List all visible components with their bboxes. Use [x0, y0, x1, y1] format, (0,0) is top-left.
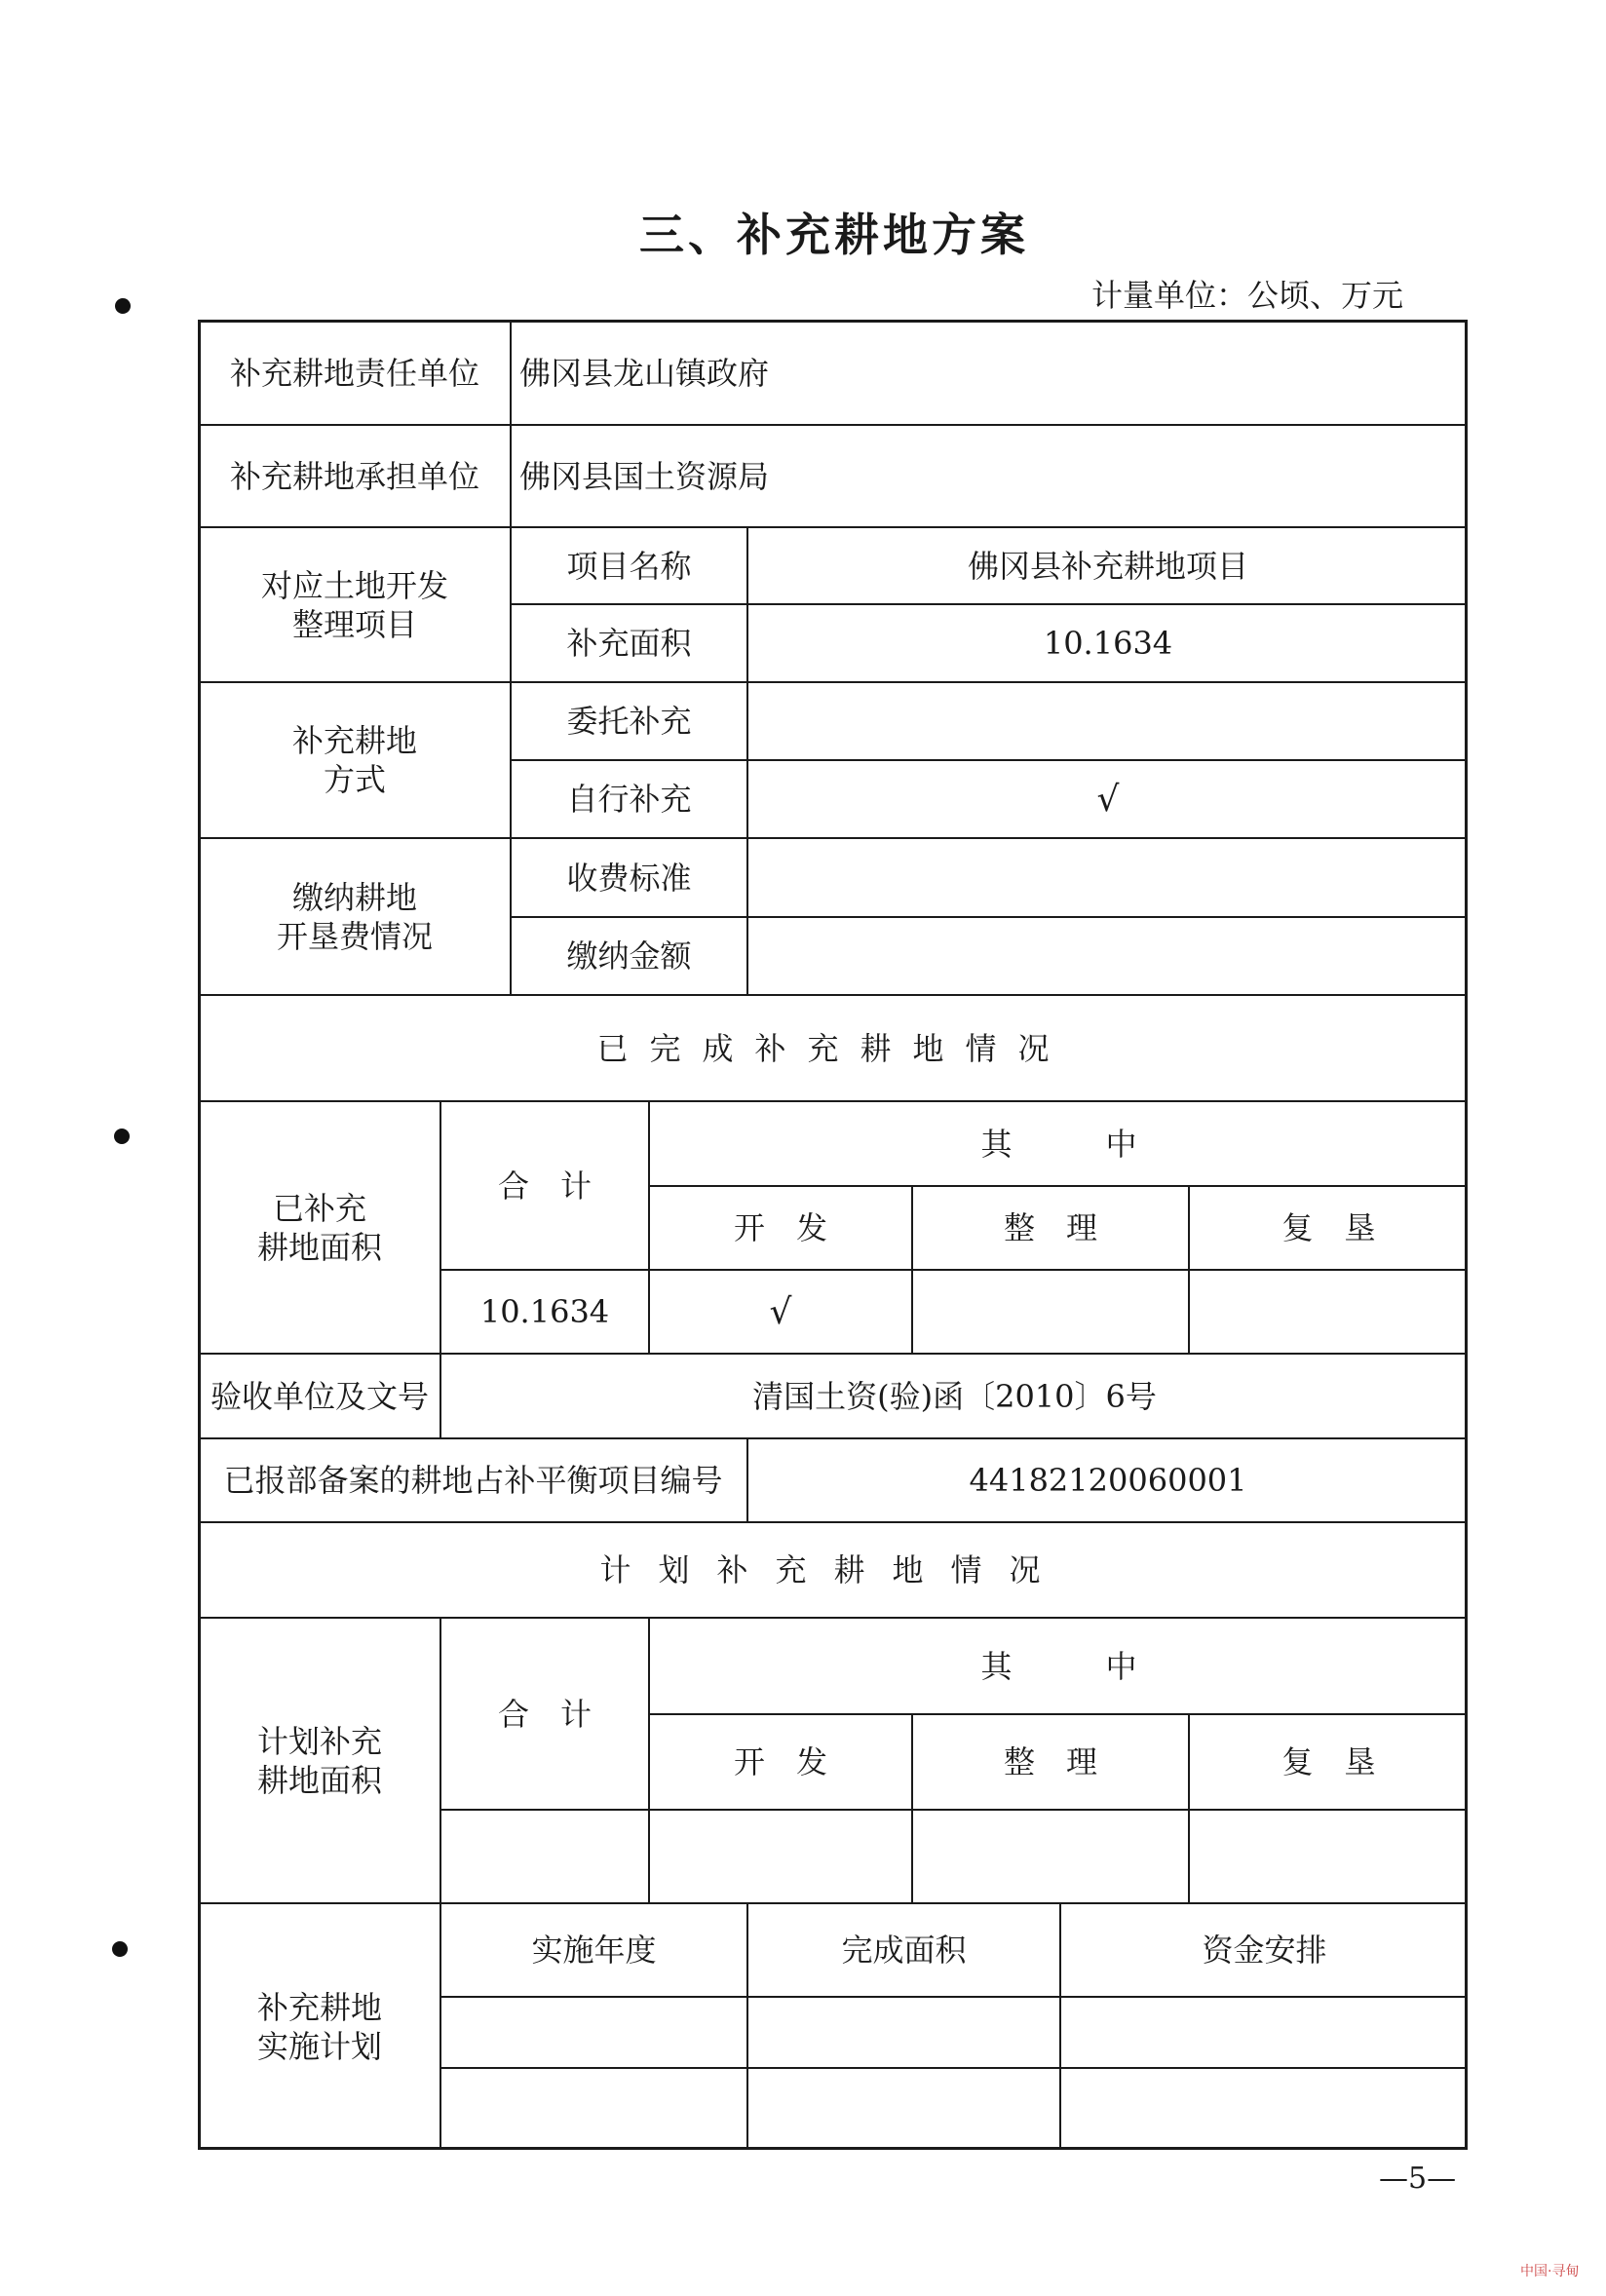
completed-reclaim-label: 复 垦 [1281, 1209, 1376, 1246]
undertake-unit-value: 佛冈县国土资源局 [519, 457, 770, 495]
fee-amount-label: 缴纳金额 [566, 938, 692, 975]
watermark: 中国·寻甸 [1520, 2264, 1580, 2279]
completed-reclaim-value [1190, 1271, 1468, 1353]
binding-hole-bottom [112, 1941, 128, 1957]
completed-total-label: 合 计 [497, 1167, 592, 1205]
page-title: 三、补充耕地方案 [639, 209, 1029, 261]
record-label: 已报部备案的耕地占补平衡项目编号 [223, 1462, 723, 1499]
resp-unit-label: 补充耕地责任单位 [229, 354, 479, 392]
planned-header: 计划补充耕地情况 [599, 1551, 1068, 1588]
accept-value: 清国土资(验)函〔2010〕6号 [752, 1377, 1157, 1415]
binding-hole-top [115, 298, 131, 314]
fee-label: 缴纳耕地 开垦费情况 [276, 878, 433, 955]
completed-total-value: 10.1634 [479, 1293, 610, 1330]
completed-among-label: 其 中 [980, 1125, 1137, 1163]
impl-plan-label: 补充耕地 实施计划 [256, 1989, 382, 2065]
record-value: 44182120060001 [969, 1462, 1247, 1499]
completed-arrange-label: 整 理 [1003, 1209, 1097, 1246]
resp-unit-value: 佛冈县龙山镇政府 [519, 354, 770, 392]
self-label: 自行补充 [566, 781, 692, 818]
completed-develop-label: 开 发 [733, 1209, 827, 1246]
planned-arrange-label: 整 理 [1003, 1743, 1097, 1780]
impl-done-area-label: 完成面积 [841, 1932, 967, 1969]
impl-year-label: 实施年度 [531, 1932, 657, 1969]
fee-amount-value [748, 918, 1468, 994]
planned-develop-label: 开 发 [733, 1743, 827, 1780]
planned-area-label: 计划补充 耕地面积 [256, 1722, 382, 1799]
self-check: √ [1096, 779, 1120, 820]
binding-hole-middle [114, 1129, 130, 1144]
project-name-value: 佛冈县补充耕地项目 [967, 547, 1248, 585]
supp-area-label: 补充面积 [566, 625, 692, 662]
unit-note: 计量单位：公顷、万元 [1091, 277, 1404, 314]
entrust-label: 委托补充 [566, 703, 692, 740]
supp-area-value: 10.1634 [1043, 625, 1173, 662]
planned-among-label: 其 中 [980, 1647, 1137, 1685]
entrust-value [748, 683, 1468, 759]
completed-develop-check: √ [769, 1291, 792, 1332]
impl-fund-label: 资金安排 [1202, 1932, 1327, 1969]
project-label: 对应土地开发 整理项目 [260, 566, 448, 643]
undertake-unit-label: 补充耕地承担单位 [229, 457, 479, 495]
project-name-label: 项目名称 [566, 547, 692, 585]
completed-area-label: 已补充 耕地面积 [256, 1189, 382, 1266]
fee-std-label: 收费标准 [566, 859, 692, 897]
accept-label: 验收单位及文号 [210, 1377, 429, 1415]
fee-std-value [748, 839, 1468, 916]
planned-total-label: 合 计 [497, 1695, 592, 1733]
method-label: 补充耕地 方式 [291, 722, 417, 798]
planned-reclaim-label: 复 垦 [1281, 1743, 1376, 1780]
completed-header: 已完成补充耕地情况 [596, 1029, 1071, 1067]
completed-arrange-value [913, 1271, 1188, 1353]
page-number: —5— [1379, 2162, 1457, 2196]
